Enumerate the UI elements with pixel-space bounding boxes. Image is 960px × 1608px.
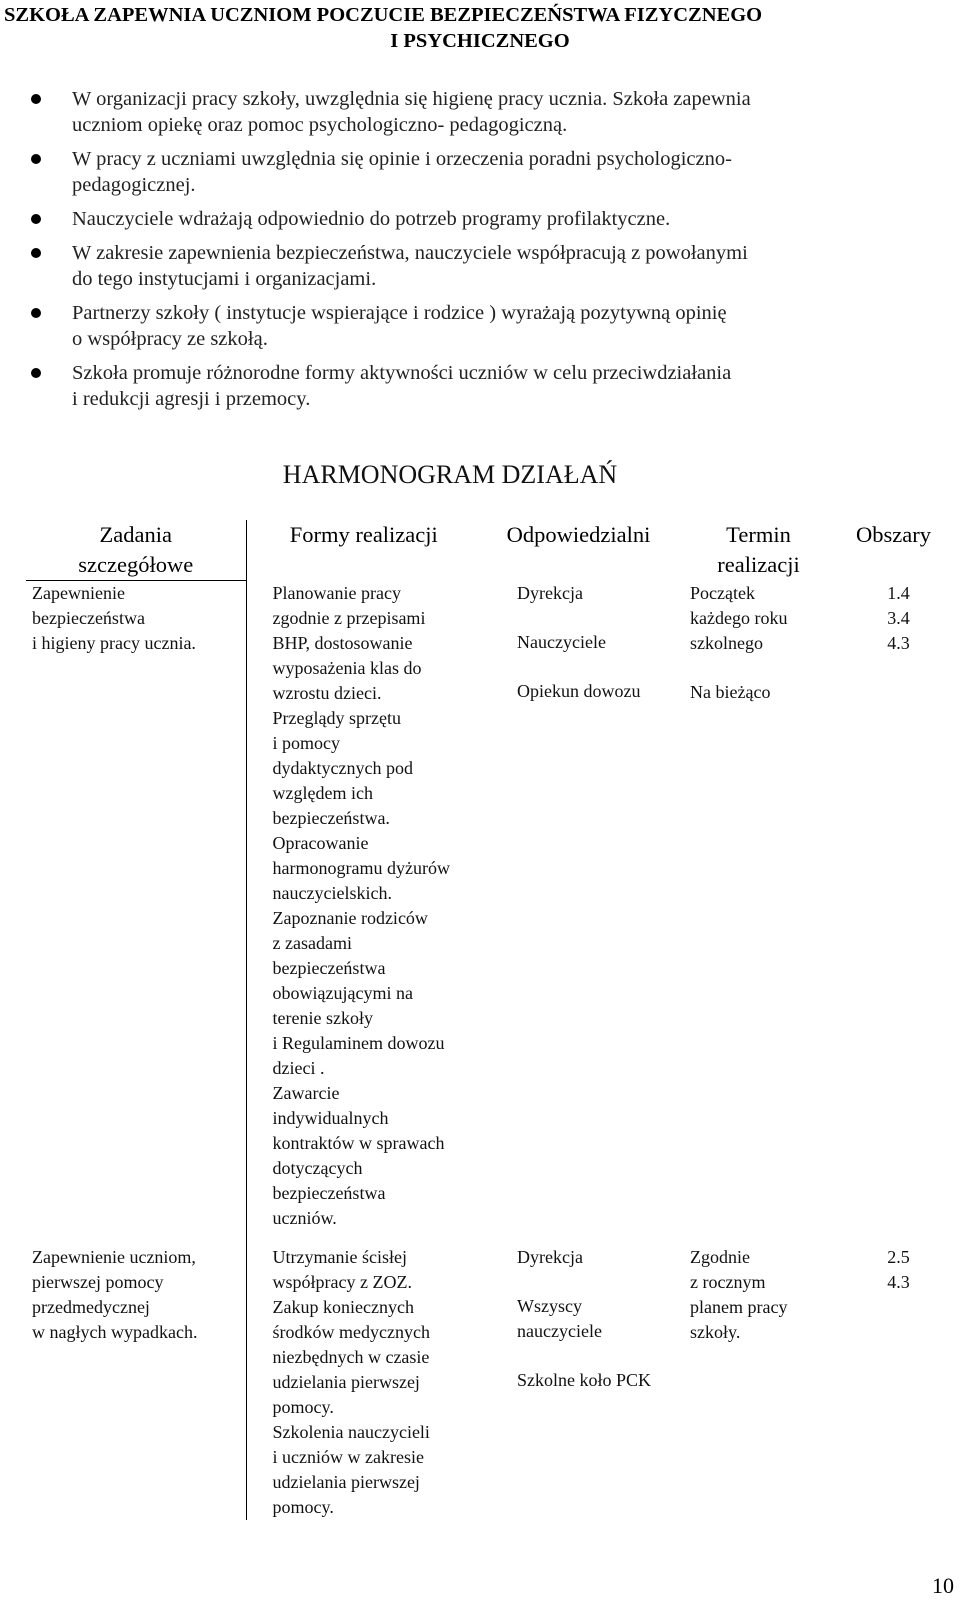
- cell-line: zgodnie z przepisami: [272, 607, 426, 628]
- cell-line: udzielania pierwszej: [272, 1371, 420, 1392]
- bullet-dot-icon: [31, 214, 41, 224]
- cell-line: dzieci .: [272, 1057, 325, 1078]
- cell-line: Początek: [690, 582, 755, 603]
- bullet-dot-icon: [31, 248, 41, 258]
- bullet-text-line: do tego instytucjami i organizacjami.: [72, 268, 377, 290]
- cell-line: 1.4: [887, 582, 910, 603]
- cell-line: [517, 606, 676, 630]
- cell-line: terenie szkoły: [272, 1007, 373, 1028]
- cell-line: i uczniów w zakresie: [272, 1446, 424, 1467]
- cell-line: realizacji: [717, 552, 800, 577]
- cell-responsible: [481, 581, 676, 1245]
- cell-line: nauczycielskich.: [272, 882, 392, 903]
- cell-form: [246, 581, 481, 1245]
- cell-line: Zakup koniecznych: [272, 1296, 414, 1317]
- cell-line: Zapewnienie uczniom,: [32, 1246, 196, 1267]
- bullet-text-line: i redukcji agresji i przemocy.: [72, 388, 311, 410]
- cell-line: Planowanie pracy: [272, 582, 401, 603]
- header-responsible: [481, 520, 676, 581]
- cell-line: kontraktów w sprawach: [272, 1132, 445, 1153]
- header-task: [26, 520, 246, 581]
- cell-line: każdego roku: [690, 607, 788, 628]
- header-term: [676, 520, 841, 581]
- cell-line: szczegółowe: [78, 552, 194, 577]
- title-line-1: SZKOŁA ZAPEWNIA UCZNIOM POCZUCIE BEZPIECZEŃSTWA FIZYCZNEGO: [4, 4, 763, 26]
- bullet-item: [0, 240, 960, 292]
- cell-line: Zapewnienie: [32, 583, 125, 603]
- cell-line: Utrzymanie ścisłej: [272, 1246, 407, 1267]
- table-header-row: [26, 520, 946, 581]
- bullet-item: [0, 360, 960, 412]
- harmonogram-title: HARMONOGRAM DZIAŁAŃ: [282, 460, 618, 489]
- cell-line: obowiązującymi na: [272, 982, 413, 1003]
- cell-line: wyposażenia klas do: [272, 657, 422, 678]
- table-row: [26, 581, 946, 1245]
- cell-area: [841, 581, 946, 1245]
- bullet-item: [0, 146, 960, 198]
- cell-term: [676, 581, 841, 1245]
- bullet-dot-icon: [31, 154, 41, 164]
- cell-line: wzrostu dzieci.: [272, 682, 382, 703]
- cell-line: Na bieżąco: [690, 681, 771, 702]
- header-form: [246, 520, 481, 581]
- cell-line: [690, 656, 841, 680]
- cell-line: Szkolenia nauczycieli: [272, 1421, 430, 1442]
- cell-area: [841, 1245, 946, 1520]
- bullet-text-line: pedagogicznej.: [72, 174, 196, 196]
- cell-line: 2.5: [887, 1246, 910, 1267]
- bullet-dot-icon: [31, 308, 41, 318]
- cell-line: szkolnego: [690, 632, 763, 653]
- bullet-dot-icon: [31, 368, 41, 378]
- bullet-item: [0, 206, 960, 232]
- cell-line: uczniów.: [272, 1207, 337, 1228]
- cell-line: [517, 1344, 676, 1368]
- cell-line: Nauczyciele: [517, 631, 606, 652]
- cell-line: Zgodnie: [690, 1246, 750, 1267]
- cell-line: bezpieczeństwa: [272, 1182, 386, 1203]
- bullet-item: [0, 300, 960, 352]
- bullet-dot-icon: [31, 94, 41, 104]
- cell-line: bezpieczeństwa: [32, 608, 145, 628]
- cell-line: harmonogramu dyżurów: [272, 857, 450, 878]
- cell-line: 4.3: [887, 1271, 910, 1292]
- cell-line: nauczyciele: [517, 1320, 602, 1341]
- cell-line: z rocznym: [690, 1271, 766, 1292]
- cell-form: [246, 1245, 481, 1520]
- cell-task: [26, 581, 246, 1245]
- bullet-list: [0, 86, 960, 420]
- cell-line: 4.3: [887, 632, 910, 653]
- cell-line: dydaktycznych pod: [272, 757, 413, 778]
- bullet-text-line: W organizacji pracy szkoły, uwzględnia się higienę pracy ucznia. Szkoła zapewnia: [72, 88, 751, 110]
- cell-line: Wszyscy: [517, 1295, 582, 1316]
- cell-line: Przeglądy sprzętu: [272, 707, 401, 728]
- schedule-table: [26, 520, 947, 1520]
- bullet-text-line: Nauczyciele wdrażają odpowiednio do potrzeb programy profilaktyczne.: [72, 208, 671, 230]
- header-area: [841, 520, 946, 581]
- cell-line: BHP, dostosowanie: [272, 632, 413, 653]
- cell-line: Zadania: [99, 522, 172, 547]
- cell-line: bezpieczeństwa: [272, 957, 386, 978]
- cell-line: [517, 1270, 676, 1294]
- cell-line: [517, 655, 676, 679]
- cell-line: współpracy z ZOZ.: [272, 1271, 412, 1292]
- cell-line: Odpowiedzialni: [506, 522, 651, 547]
- page-number: 10: [932, 1573, 954, 1598]
- bullet-item: [0, 86, 960, 138]
- cell-line: środków medycznych: [272, 1321, 430, 1342]
- cell-task: [26, 1245, 246, 1520]
- cell-line: Obszary: [856, 522, 931, 547]
- cell-line: Formy realizacji: [289, 522, 438, 547]
- cell-line: Dyrekcja: [517, 1246, 583, 1267]
- table-row: [26, 1245, 946, 1520]
- cell-line: szkoły.: [690, 1321, 741, 1342]
- cell-line: w nagłych wypadkach.: [32, 1321, 198, 1342]
- cell-line: Termin: [726, 522, 791, 547]
- cell-line: z zasadami: [272, 932, 352, 953]
- cell-line: Zawarcie: [272, 1082, 340, 1103]
- bullet-text-line: W pracy z uczniami uwzględnia się opinie i orzeczenia poradni psychologiczno-: [72, 148, 732, 170]
- cell-line: Zapoznanie rodziców: [272, 907, 428, 928]
- cell-line: i pomocy: [272, 732, 340, 753]
- cell-line: niezbędnych w czasie: [272, 1346, 430, 1367]
- cell-line: i Regulaminem dowozu: [272, 1032, 445, 1053]
- bullet-text-line: Partnerzy szkoły ( instytucje wspierające i rodzice ) wyrażają pozytywną opinię: [72, 302, 727, 324]
- cell-line: przedmedycznej: [32, 1296, 150, 1317]
- cell-line: względem ich: [272, 782, 373, 803]
- cell-line: Opracowanie: [272, 832, 369, 853]
- cell-line: Opiekun dowozu: [517, 680, 641, 701]
- cell-line: indywidualnych: [272, 1107, 389, 1128]
- section-heading: [0, 459, 960, 491]
- bullet-text-line: uczniom opiekę oraz pomoc psychologiczno- pedagogiczną.: [72, 114, 568, 136]
- cell-line: pomocy.: [272, 1396, 334, 1417]
- cell-term: [676, 1245, 841, 1520]
- cell-line: Dyrekcja: [517, 582, 583, 603]
- cell-line: pierwszej pomocy: [32, 1271, 164, 1292]
- cell-line: i higieny pracy ucznia.: [32, 633, 196, 653]
- cell-line: Szkolne koło PCK: [517, 1369, 652, 1390]
- cell-line: dotyczących: [272, 1157, 363, 1178]
- cell-line: udzielania pierwszej: [272, 1471, 420, 1492]
- bullet-text-line: W zakresie zapewnienia bezpieczeństwa, nauczyciele współpracują z powołanymi: [72, 242, 748, 264]
- title-line-2: I PSYCHICZNEGO: [390, 30, 570, 52]
- cell-line: pomocy.: [272, 1496, 334, 1517]
- bullet-text-line: o współpracy ze szkołą.: [72, 328, 268, 350]
- cell-responsible: [481, 1245, 676, 1520]
- cell-line: bezpieczeństwa.: [272, 807, 390, 828]
- cell-line: 3.4: [887, 607, 910, 628]
- bullet-text-line: Szkoła promuje różnorodne formy aktywności uczniów w celu przeciwdziałania: [72, 362, 732, 384]
- cell-line: planem pracy: [690, 1296, 788, 1317]
